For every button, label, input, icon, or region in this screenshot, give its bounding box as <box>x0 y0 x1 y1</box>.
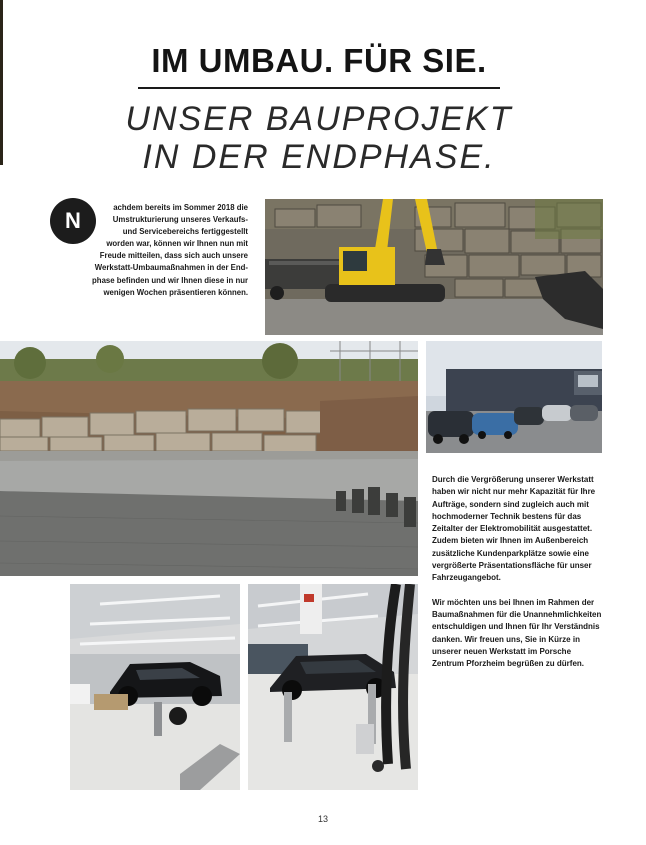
body-text <box>432 474 604 682</box>
intro-line: worden war, können wir Ihnen nun mit <box>106 239 248 249</box>
photo-workshop-suv <box>70 584 240 790</box>
photo-parking-lot <box>426 341 602 453</box>
body-paragraph-2: Wir möchten uns bei Ihnen im Rahmen der Baumaßnahmen für die Unannehmlichkeiten entschuldigen und Ihnen für Ihr Verständnis danken. Wir freuen uns, Sie in Kürze in unserer neuen Werkstatt im Porsche Zentrum Pforzheim begrüßen zu dürfen. <box>432 597 602 669</box>
page-number: 13 <box>317 814 328 824</box>
page-edge-bar <box>0 0 3 165</box>
intro-line: Werkstatt-Umbaumaßnahmen in der End- <box>94 263 248 273</box>
photo-stone-wall <box>0 341 418 576</box>
body-paragraph-1: Durch die Vergrößerung unserer Werkstatt haben wir nicht nur mehr Kapazität für Ihre Aufträge, sondern sind zugleich auch mit hochmoderner Technik bestens für das Zeitalter der Elektromobilität ausgestattet. Zudem bieten wir Ihnen im Außenbereich zusätzliche Kundenparkplätze sowie eine vergrößerte Präsentationsfläche für unser Fahrzeugangebot. <box>432 475 596 583</box>
headline-rule <box>138 87 500 89</box>
intro-line: achdem bereits im Sommer 2018 die <box>113 203 248 212</box>
dropcap: N <box>50 198 96 244</box>
subheadline-line-1: UNSER BAUPROJEKT <box>125 100 513 138</box>
intro-line: Freude mitteilen, dass sich auch unsere <box>99 251 248 261</box>
photo-excavator <box>265 199 603 335</box>
intro-line: phase befinden und wir Ihnen diese in nur <box>92 275 248 285</box>
intro-line: und Servicebereichs fertiggestellt <box>122 227 248 237</box>
intro-line: wenigen Wochen präsentieren können. <box>103 287 248 297</box>
subheadline-line-2: IN DER ENDPHASE. <box>142 138 496 176</box>
subheadline <box>100 100 538 176</box>
intro-line: Umstrukturierung unseres Verkaufs- <box>112 215 248 225</box>
photo-workshop-911 <box>248 584 418 790</box>
headline: IM UMBAU. FÜR SIE. <box>151 42 487 79</box>
